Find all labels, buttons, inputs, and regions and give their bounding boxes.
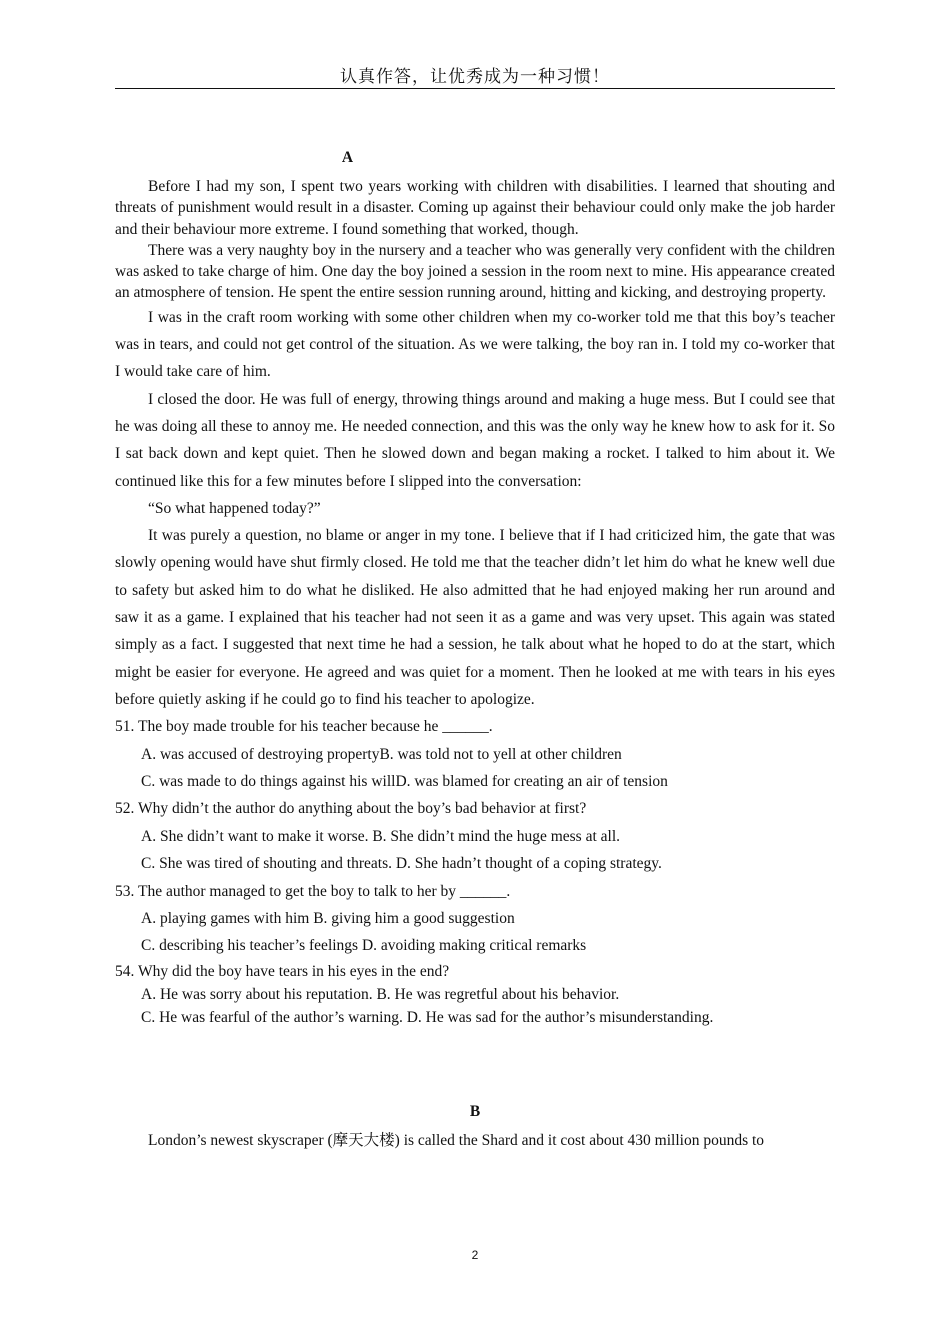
page-number: 2 <box>471 1248 479 1262</box>
page-header <box>115 62 835 89</box>
section-spacer <box>115 1030 835 1094</box>
question-52-stem: 52. Why didn’t the author do anything about the boy’s bad behavior at first? <box>115 800 587 818</box>
question-54-options-ab: A. He was sorry about his reputation. B. He was regretful about his behavior. <box>141 986 620 1004</box>
question-53-stem: 53. The author managed to get the boy to talk to her by ______. <box>115 882 511 900</box>
section-a-title: A <box>341 149 354 166</box>
question-53-options-cd: C. describing his teacher’s feelings D. avoiding making critical remarks <box>141 937 587 955</box>
passage-a-paragraph-6: It was purely a question, no blame or anger in my tone. I believe that if I had criticized him, the gate that was slowly opening would have shut firmly closed. He told me that the teacher didn’t let him do what he knew well due to safety but asked him to do what he disliked. He also admitted that he had enjoyed making her run around and saw it as a game. I explained that his teacher had not seen it as a game and was very upset. This again was stated simply as a fact. I suggested that next time he had a session, he talk about what he hoped to do at the start, which might be easier for everyone. He agreed and was quiet for a moment. Then he looked at me with tears in his eyes before quietly asking if he could go to find his teacher to apologize. <box>115 527 835 708</box>
question-51-stem: 51. The boy made trouble for his teacher because he ______. <box>115 718 493 736</box>
document-body <box>115 140 835 1151</box>
question-52-options-ab: A. She didn’t want to make it worse. B. She didn’t mind the huge mess at all. <box>141 827 621 845</box>
passage-a-paragraph-5: “So what happened today?” <box>148 499 321 517</box>
passage-b-paragraph-1: London’s newest skyscraper (摩天大楼) is called the Shard and it cost about 430 million pounds to <box>148 1131 765 1149</box>
question-54-options-cd: C. He was fearful of the author’s warning. D. He was sad for the author’s misunderstanding. <box>141 1009 714 1027</box>
question-54-stem: 54. Why did the boy have tears in his eyes in the end? <box>115 962 450 980</box>
header-slogan: 认真作答，让优秀成为一种习惯！ <box>340 67 610 87</box>
passage-a-paragraph-4: I closed the door. He was full of energy, throwing things around and making a huge mess. But I could see that he was doing all these to annoy me. He needed connection, and this was the only way he knew how to ask for it. So I sat back down and kept quiet. Then he slowed down and began making a rocket. I talked to him about it. We continued like this for a few minutes before I slipped into the conversation: <box>115 390 835 490</box>
passage-a-paragraph-1: Before I had my son, I spent two years working with children with disabilities. I learned that shouting and threats of punishment would result in a disaster. Coming up against their behaviour could only make the job harder and their behaviour more extreme. I found something that worked, though. <box>115 178 835 238</box>
question-51-options-cd: C. was made to do things against his willD. was blamed for creating an air of tension <box>141 773 668 791</box>
question-51-options-ab: A. was accused of destroying propertyB. was told not to yell at other children <box>141 745 622 763</box>
question-53-options-ab: A. playing games with him B. giving him a good suggestion <box>141 910 515 928</box>
question-52-options-cd: C. She was tired of shouting and threats. D. She hadn’t thought of a coping strategy. <box>141 855 662 873</box>
passage-a-paragraph-2: There was a very naughty boy in the nursery and a teacher who was generally very confident with the children was asked to take charge of him. One day the boy joined a session in the room next to mine. His appearance created an atmosphere of tension. He spent the entire session running around, hitting and kicking, and destroying property. <box>115 241 835 302</box>
section-b-title: B <box>469 1102 481 1120</box>
passage-a-paragraph-3: I was in the craft room working with some other children when my co-worker told me that this boy’s teacher was in tears, and could not get control of the situation. As we were talking, the boy ran in. I told my co-worker that I would take care of him. <box>115 308 835 381</box>
